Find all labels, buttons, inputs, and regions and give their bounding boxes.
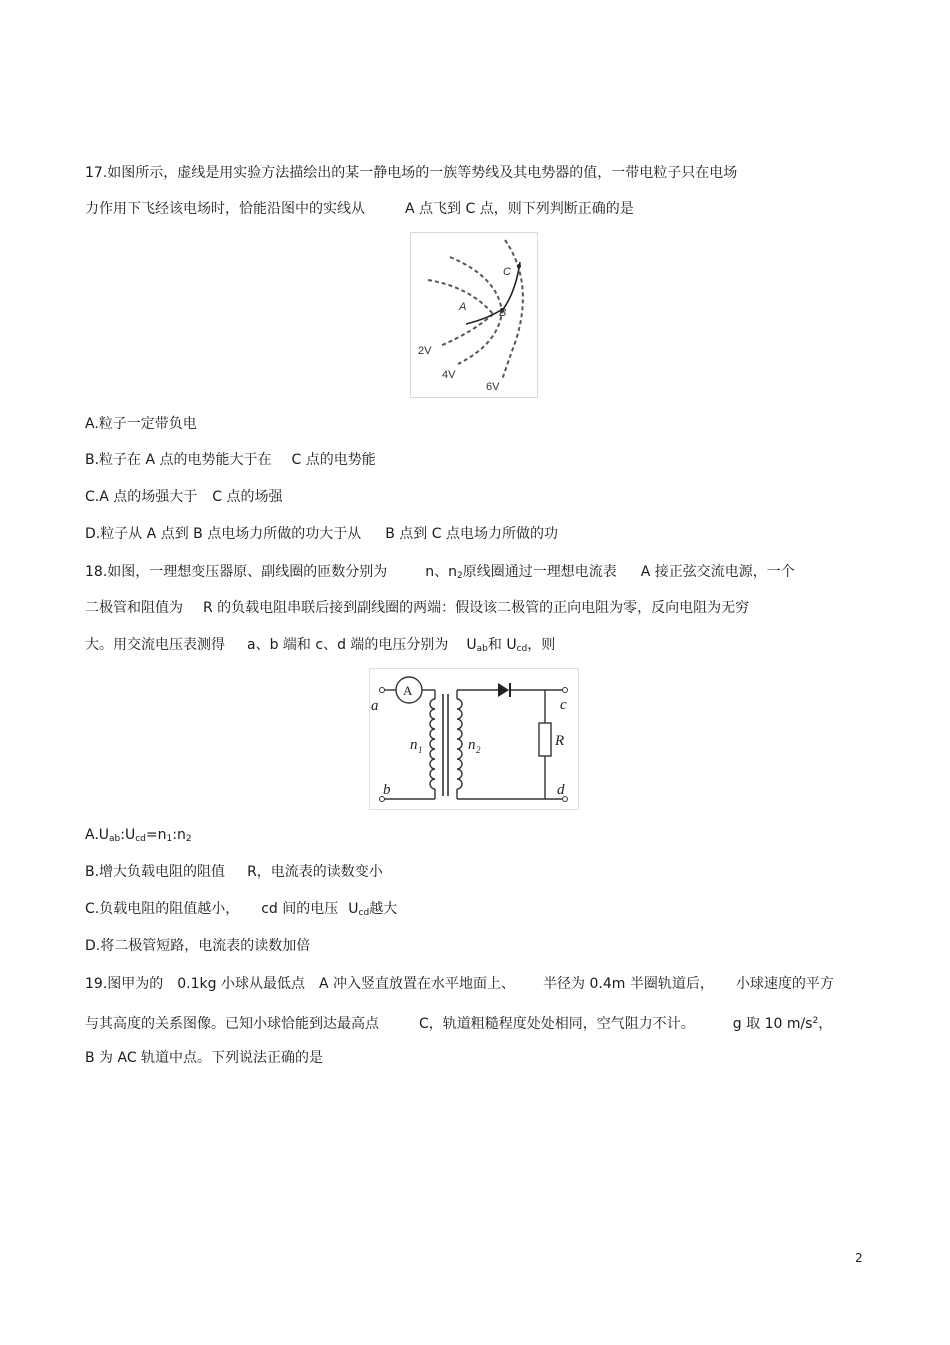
q18-label-r: R: [555, 733, 565, 749]
q19-line-2: [85, 1012, 832, 1033]
q18-option-b-part2: R，电流表的读数变小: [247, 864, 383, 880]
q18-ammeter-label: A: [403, 683, 413, 698]
q19-line-2-c-sup: 2: [812, 1016, 819, 1026]
q19-line-2-c: g 取 10 m/s: [732, 1016, 813, 1032]
q18-line-2: [85, 599, 749, 617]
q18-option-a-colon: :n: [172, 827, 186, 843]
q18-line-3-b: a、b 端和 c、d 端的电压分别为: [247, 637, 449, 653]
q18-option-a: [85, 826, 192, 848]
q17-label-b: B: [499, 307, 507, 319]
q19-line-1: [85, 975, 834, 993]
q17-label-a: A: [459, 301, 467, 313]
q17-point-c-marker: [517, 264, 521, 268]
q18-option-c: [85, 900, 397, 922]
q18-option-a-sub-1: 1: [166, 834, 173, 844]
q18-line-2-a: 二极管和阻值为: [85, 600, 183, 616]
q17-label-6v: 6V: [486, 381, 500, 393]
q18-label-a: a: [371, 698, 379, 714]
q18-line-3-e: ，则: [527, 637, 556, 653]
q18-option-a-mid: :U: [120, 827, 136, 843]
q17-line-2-a: 力作用下飞经该电场时，恰能沿图中的实线从: [85, 201, 365, 217]
q18-line-1-b: n、n: [425, 564, 458, 580]
q17-line-2-b: A 点飞到 C 点，则下列判断正确的是: [405, 201, 634, 217]
q18-option-c-part4: 越大: [369, 901, 398, 917]
page-number: 2: [855, 1251, 863, 1265]
q18-line-3-a: 大。用交流电压表测得: [85, 637, 225, 653]
q17-option-c-part1: C.A 点的场强大于: [85, 489, 198, 505]
q18-label-d: d: [557, 782, 565, 798]
q18-line-3-d-sub: cd: [516, 644, 528, 654]
q19-line-1-b: 0.1kg 小球从最低点: [177, 976, 305, 992]
q18-line-1: [85, 563, 795, 585]
q19-line-1-c: A 冲入竖直放置在水平地面上、: [318, 976, 516, 992]
q18-line-1-b-sub: 2: [457, 571, 463, 581]
q18-option-a-sub-cd: cd: [135, 834, 146, 844]
q18-line-3-c: U: [466, 637, 477, 653]
q18-option-a-sub-2: 2: [185, 834, 192, 844]
q18-label-b: b: [383, 782, 391, 798]
q19-line-3: B 为 AC 轨道中点。下列说法正确的是: [85, 1050, 324, 1066]
q18-option-b: [85, 863, 383, 881]
q18-option-a-sub-ab: ab: [109, 834, 121, 844]
q18-option-a-pre: A.U: [85, 827, 110, 843]
q17-option-c: [85, 488, 283, 506]
q17-particle-trajectory: [466, 262, 520, 324]
q17-option-b: [85, 451, 376, 469]
q17-label-c: C: [503, 266, 511, 278]
q17-option-b-part2: C 点的电势能: [291, 452, 376, 468]
q18-option-c-sub: cd: [358, 908, 370, 918]
q17-line-1: 17.如图所示，虚线是用实验方法描绘出的某一静电场的一族等势线及其电势器的值，一带电粒子只在电场: [85, 165, 738, 181]
q17-option-b-part1: B.粒子在 A 点的电势能大于在: [85, 452, 272, 468]
q17-label-2v: 2V: [418, 345, 432, 357]
q18-option-b-part1: B.增大负载电阻的阻值: [85, 864, 226, 880]
q17-equipotential-figure: [410, 232, 538, 398]
q18-resistor: [539, 723, 551, 756]
q17-option-d-part2: B 点到 C 点电场力所做的功: [385, 526, 558, 542]
q18-option-c-part1: C.负载电阻的阻值越小，: [85, 901, 240, 917]
q18-line-2-b: R 的负载电阻串联后接到副线圈的两端：假设该二极管的正向电阻为零，反向电阻为无穷: [203, 600, 750, 616]
q17-label-4v: 4V: [442, 369, 456, 381]
q18-line-3-d: 和 U: [487, 637, 517, 653]
q17-figure-border: [411, 233, 538, 398]
q19-line-1-e: 小球速度的平方: [735, 976, 834, 992]
q18-label-n1-sub: 1: [418, 745, 423, 755]
q18-diode-triangle: [498, 683, 509, 697]
q19-line-2-b: C，轨道粗糙程度处处相同，空气阻力不计。: [419, 1016, 695, 1032]
q18-line-1-c: 原线圈通过一理想电流表: [462, 564, 617, 580]
q17-equipotential-4v: [450, 257, 502, 364]
q17-option-c-part2: C 点的场强: [212, 489, 283, 505]
q18-secondary-coil: [457, 699, 462, 789]
q18-terminal-c: [563, 688, 568, 693]
q18-terminal-a: [380, 688, 385, 693]
q18-option-a-eq: =n: [145, 827, 167, 843]
q17-option-d: [85, 525, 558, 543]
q18-primary-coil: [430, 699, 435, 789]
q19-line-2-a: 与其高度的关系图像。已知小球恰能到达最高点: [85, 1016, 379, 1032]
q17-line-2: [85, 200, 634, 218]
q18-option-c-part2: cd 间的电压: [261, 901, 339, 917]
q18-line-1-a: 18.如图，一理想变压器原、副线圈的匝数分别为: [85, 564, 388, 580]
q18-line-3: [85, 636, 555, 658]
q18-line-3-c-sub: ab: [476, 644, 488, 654]
q18-option-c-part3: U: [348, 901, 359, 917]
q17-option-d-part1: D.粒子从 A 点到 B 点电场力所做的功大于从: [85, 526, 362, 542]
q18-label-n2: n: [468, 737, 476, 753]
q19-line-1-a: 19.图甲为的: [85, 976, 164, 992]
q18-transformer-circuit: [369, 668, 579, 810]
q18-label-c: c: [560, 697, 567, 713]
q18-line-1-d: A 接正弦交流电源，一个: [640, 564, 795, 580]
q18-label-n1: n: [410, 737, 418, 753]
q19-line-2-d: ，: [818, 1016, 833, 1032]
q18-label-n2-sub: 2: [476, 745, 481, 755]
q19-line-1-d: 半径为 0.4m 半圈轨道后，: [543, 976, 714, 992]
q18-option-d: D.将二极管短路，电流表的读数加倍: [85, 938, 311, 954]
q17-option-a: A.粒子一定带负电: [85, 416, 197, 432]
